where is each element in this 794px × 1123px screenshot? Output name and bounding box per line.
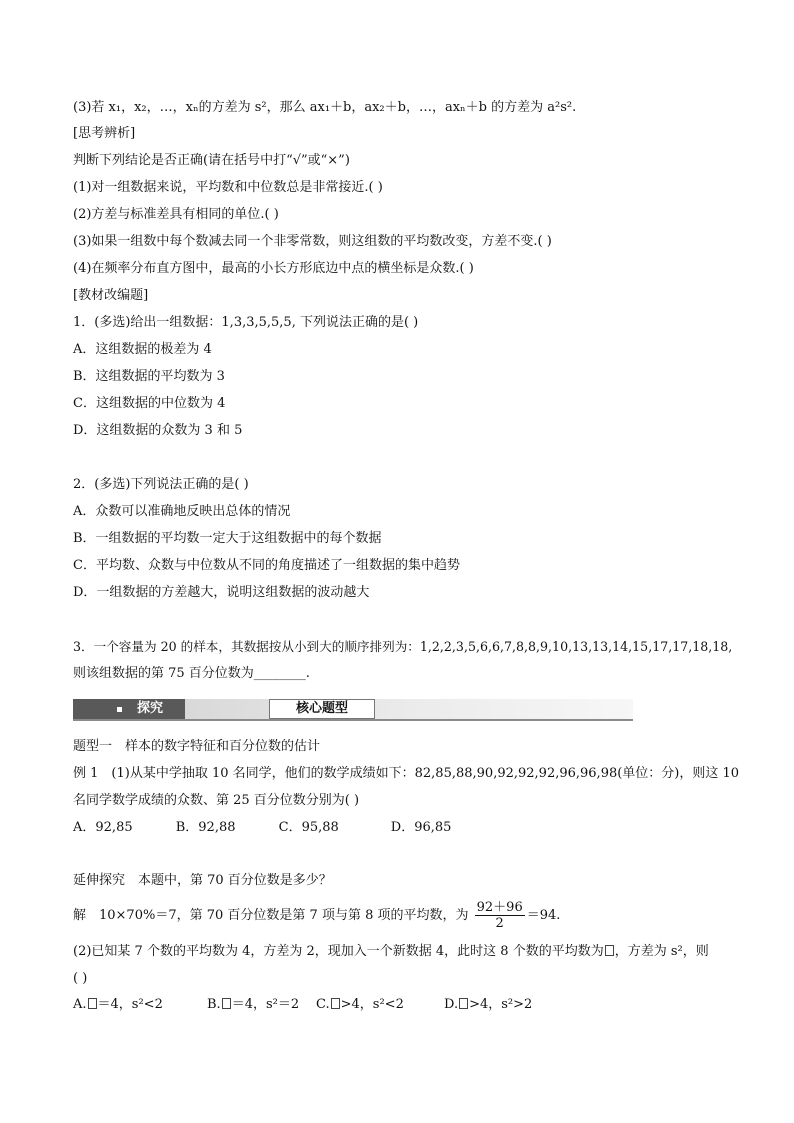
judge-item-4: (4)在频率分布直方图中，最高的小长方形底边中点的横坐标是众数.( ) — [73, 261, 474, 276]
example-1-part-2 — [73, 943, 709, 961]
fraction-denominator: 2 — [495, 916, 504, 931]
fraction — [475, 900, 525, 931]
judge-item-2: (2)方差与标准差具有相同的单位.( ) — [73, 207, 279, 222]
missing-glyph-icon — [88, 998, 97, 1009]
extension-question: 延伸探究 本题中，第 70 百分位数是多少？ — [73, 873, 332, 888]
missing-glyph-icon — [222, 998, 231, 1009]
q1-option-b: B．这组数据的平均数为 3 — [73, 369, 225, 384]
square-bullet-icon — [117, 707, 122, 712]
solution-text: 解 10×70%＝7，第 70 百分位数是第 7 项与第 8 项的平均数，为 — [73, 908, 469, 923]
question-3-cont: 则该组数据的第 75 百分位数为________. — [73, 666, 310, 681]
answer-paren: ( ) — [73, 971, 88, 986]
example-1-line-2: 名同学数学成绩的众数、第 25 百分位数分别为( ) — [73, 793, 360, 808]
judge-item-3: (3)如果一组数中每个数减去同一个非零常数，则这组数的平均数改变，方差不变.( ) — [73, 234, 552, 249]
option-b-label: B. — [207, 997, 221, 1012]
option-a-label: A. — [73, 997, 87, 1012]
option-d-label: D. — [444, 997, 459, 1012]
q2-option-a: A．众数可以准确地反映出总体的情况 — [73, 504, 291, 519]
part-2-option-d — [444, 996, 532, 1014]
part-2-option-c — [316, 996, 404, 1014]
q2-option-d: D．一组数据的方差越大，说明这组数据的波动越大 — [73, 585, 370, 600]
q2-option-c: C．平均数、众数与中位数从不同的角度描述了一组数据的集中趋势 — [73, 558, 460, 573]
part-2-text: (2)已知某 7 个数的平均数为 4，方差为 2，现加入一个新数据 4，此时这 8 个数的平均数为 — [73, 944, 604, 959]
banner-left-label: 探究 — [137, 701, 164, 716]
question-2: 2．(多选)下列说法正确的是( ) — [73, 477, 249, 492]
option-a-text: ＝4，s²<2 — [97, 997, 163, 1012]
judge-instruction: 判断下列结论是否正确(请在括号中打“√”或“×”) — [73, 153, 350, 168]
banner-tab: 核心题型 — [269, 699, 375, 719]
judge-item-1: (1)对一组数据来说，平均数和中位数总是非常接近.( ) — [73, 180, 383, 195]
part-2-option-b — [207, 996, 299, 1014]
variance-property-line: (3)若 x₁，x₂，…，xₙ的方差为 s²，那么 ax₁＋b，ax₂＋b，…，axₙ＋b 的方差为 a²s². — [73, 100, 577, 115]
part-2-text-cont: ，方差为 s²，则 — [614, 944, 709, 959]
option-b-text: ＝4，s²＝2 — [231, 997, 300, 1012]
missing-glyph-icon — [459, 998, 468, 1009]
question-3: 3．一个容量为 20 的样本，其数据按从小到大的顺序排列为：1,2,2,3,5,6,6,7,8,8,9,10,13,13,14,15,17,17,18,18, — [73, 639, 733, 654]
q1-option-d: D．这组数据的众数为 3 和 5 — [73, 423, 243, 438]
section-heading-textbook: [教材改编题] — [73, 288, 149, 303]
example-1-options: A．92,85 B．92,88 C．95,88 D．96,85 — [73, 820, 452, 835]
section-heading-thinking: [思考辨析] — [73, 126, 136, 141]
example-1-line-1: 例 1 (1)从某中学抽取 10 名同学，他们的数学成绩如下：82,85,88,90,92,92,92,96,96,98(单位：分)，则这 10 — [73, 766, 740, 781]
q1-option-c: C．这组数据的中位数为 4 — [73, 396, 226, 411]
option-d-text: >4，s²>2 — [469, 997, 533, 1012]
question-1: 1．(多选)给出一组数据：1,3,3,5,5,5, 下列说法正确的是( ) — [73, 315, 419, 330]
option-c-text: >4，s²<2 — [340, 997, 404, 1012]
banner-left-block — [73, 699, 185, 719]
solution-result: ＝94. — [526, 908, 561, 923]
part-2-option-a — [73, 996, 163, 1014]
fraction-numerator: 92＋96 — [476, 900, 523, 915]
q1-option-a: A．这组数据的极差为 4 — [73, 342, 212, 357]
missing-glyph-icon — [605, 945, 614, 956]
missing-glyph-icon — [331, 998, 340, 1009]
topic-heading: 题型一 样本的数字特征和百分位数的估计 — [73, 739, 321, 754]
q2-option-b: B．一组数据的平均数一定大于这组数据中的每个数据 — [73, 531, 382, 546]
section-banner — [73, 699, 633, 721]
banner-underline — [73, 719, 633, 721]
solution-line — [73, 900, 560, 931]
option-c-label: C. — [316, 997, 330, 1012]
